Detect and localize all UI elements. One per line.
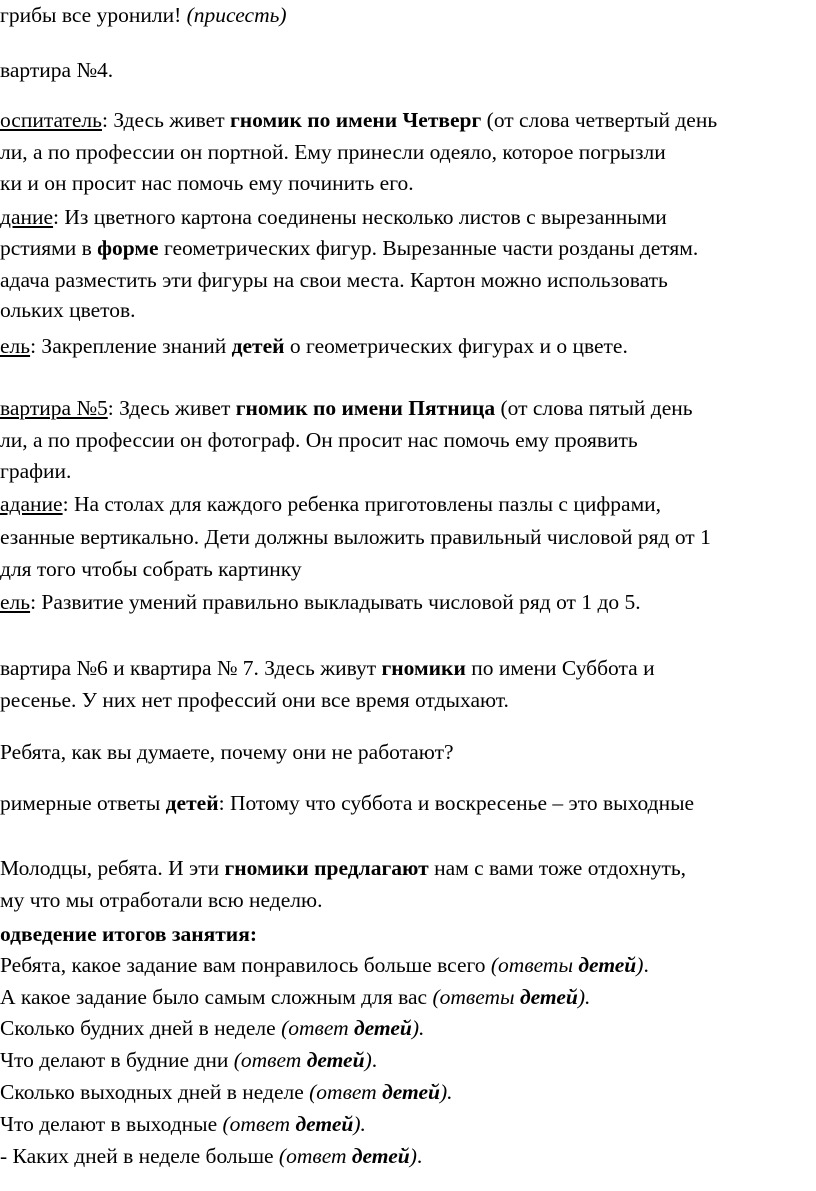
text-run: адание bbox=[0, 492, 63, 516]
text-line bbox=[0, 1082, 453, 1104]
text-run: (присесть) bbox=[186, 3, 287, 27]
text-run: ). bbox=[577, 985, 591, 1009]
text-run: гномики предлагают bbox=[224, 856, 429, 880]
text-run: адача разместить эти фигуры на свои места. Картон можно использовать bbox=[0, 268, 668, 292]
text-run: ли, а по профессии он портной. Ему принесли одеяло, которое погрызли bbox=[0, 140, 666, 164]
text-run: вартира №6 и квартира № 7. Здесь живут bbox=[0, 656, 382, 680]
text-run: : Здесь живет bbox=[101, 108, 230, 132]
text-run: : На столах для каждого ребенка приготовлены пазлы с цифрами, bbox=[62, 492, 662, 516]
text-line bbox=[0, 987, 590, 1009]
text-run: ). bbox=[411, 1016, 425, 1040]
text-run: детей bbox=[306, 1048, 365, 1072]
text-line bbox=[0, 300, 136, 322]
text-run: ресенье. У них нет профессий они все время отдыхают. bbox=[0, 688, 509, 712]
text-run: Молодцы, ребята. И эти bbox=[0, 856, 225, 880]
text-run: ) bbox=[636, 953, 644, 977]
text-run: : Закрепление знаний bbox=[30, 334, 232, 358]
text-line bbox=[0, 142, 666, 164]
text-line bbox=[0, 173, 414, 195]
text-line bbox=[0, 793, 694, 815]
text-run: А какое задание было самым сложным для вас bbox=[0, 985, 433, 1009]
text-run: гномики bbox=[381, 656, 466, 680]
text-run: ). bbox=[439, 1080, 453, 1104]
text-run: (от слова четвертый день bbox=[481, 108, 718, 132]
text-line bbox=[0, 5, 287, 27]
text-line bbox=[0, 494, 661, 516]
text-run: детей bbox=[519, 985, 578, 1009]
text-run: дание bbox=[0, 205, 54, 229]
text-run: ) bbox=[364, 1048, 372, 1072]
text-line bbox=[0, 1050, 377, 1072]
text-run: одведение итогов занятия: bbox=[0, 922, 257, 946]
text-run: геометрических фигур. Вырезанные части розданы детям. bbox=[158, 236, 699, 260]
text-run: (ответ bbox=[309, 1080, 383, 1104]
text-run: Что делают в будние дни bbox=[0, 1048, 234, 1072]
text-line bbox=[0, 430, 638, 452]
text-run: гномик по имени Пятница bbox=[235, 396, 496, 420]
text-run: ель bbox=[0, 334, 31, 358]
text-run: му что мы отработали всю неделю. bbox=[0, 888, 323, 912]
text-line bbox=[0, 890, 322, 912]
text-run: для того чтобы собрать картинку bbox=[0, 557, 302, 581]
text-run: вартира №4. bbox=[0, 58, 114, 82]
text-line bbox=[0, 207, 667, 229]
text-run: о геометрических фигурах и о цвете. bbox=[284, 334, 628, 358]
text-run: (ответ bbox=[233, 1048, 307, 1072]
text-run: Что делают в выходные bbox=[0, 1112, 223, 1136]
text-run: детей bbox=[578, 953, 637, 977]
text-run: (ответ bbox=[281, 1016, 354, 1040]
text-line bbox=[0, 527, 711, 549]
text-run: оспитатель bbox=[0, 108, 102, 132]
text-run: ). bbox=[353, 1112, 366, 1136]
text-run: римерные ответы bbox=[0, 791, 166, 815]
text-run: : Здесь живет bbox=[107, 396, 236, 420]
text-line bbox=[0, 955, 649, 977]
text-run: Ребята, как вы думаете, почему они не работают? bbox=[0, 740, 454, 764]
text-line bbox=[0, 461, 71, 483]
text-run: . bbox=[416, 1144, 423, 1168]
text-line bbox=[0, 60, 113, 82]
text-run: . bbox=[643, 953, 649, 977]
text-line bbox=[0, 1146, 422, 1168]
text-line bbox=[0, 924, 257, 946]
text-run: вартира №5 bbox=[0, 396, 108, 420]
text-line bbox=[0, 690, 509, 712]
text-run: : Из цветного картона соединены несколько листов с вырезанными bbox=[53, 205, 667, 229]
text-line bbox=[0, 336, 628, 358]
text-run: (от слова пятый день bbox=[495, 396, 693, 420]
text-line bbox=[0, 1018, 424, 1040]
text-run: (ответы bbox=[490, 953, 579, 977]
text-run: ель bbox=[0, 590, 31, 614]
text-run: грибы все уронили! bbox=[0, 3, 187, 27]
text-run: графии. bbox=[0, 459, 72, 483]
text-run: детей bbox=[354, 1016, 412, 1040]
text-run: ) bbox=[409, 1144, 417, 1168]
text-run: ольких цветов. bbox=[0, 298, 136, 322]
text-run: детей bbox=[231, 334, 285, 358]
text-run: детей bbox=[351, 1144, 410, 1168]
text-run: ки и он просит нас помочь ему починить его. bbox=[0, 171, 414, 195]
text-run: детей bbox=[165, 791, 219, 815]
text-run: детей bbox=[295, 1112, 354, 1136]
text-run: нам с вами тоже отдохнуть, bbox=[428, 856, 687, 880]
text-line bbox=[0, 398, 693, 420]
text-run: рстиями в bbox=[0, 236, 98, 260]
text-line bbox=[0, 110, 717, 132]
text-run: . bbox=[371, 1048, 378, 1072]
text-run: (ответы bbox=[432, 985, 520, 1009]
text-run: ли, а по профессии он фотограф. Он просит нас помочь ему проявить bbox=[0, 428, 638, 452]
text-run: гномик по имени Четверг bbox=[230, 108, 482, 132]
text-run: детей bbox=[382, 1080, 440, 1104]
text-line bbox=[0, 1114, 366, 1136]
text-run: Ребята, какое задание вам понравилось больше всего bbox=[0, 953, 491, 977]
text-line bbox=[0, 658, 655, 680]
text-line bbox=[0, 858, 686, 880]
text-run: Сколько выходных дней в неделе bbox=[0, 1080, 310, 1104]
text-run: : Потому что суббота и воскресенье – это выходные bbox=[218, 791, 695, 815]
text-run: езанные вертикально. Дети должны выложить правильный числовой ряд от 1 bbox=[0, 525, 711, 549]
text-run: по имени Суббота и bbox=[465, 656, 655, 680]
text-run: (ответ bbox=[222, 1112, 296, 1136]
text-line bbox=[0, 238, 698, 260]
text-line bbox=[0, 742, 454, 764]
text-run: (ответ bbox=[278, 1144, 352, 1168]
text-run: Сколько будних дней в неделе bbox=[0, 1016, 282, 1040]
text-run: : Развитие умений правильно выкладывать числовой ряд от 1 до 5. bbox=[30, 590, 641, 614]
text-line bbox=[0, 270, 668, 292]
text-line bbox=[0, 559, 302, 581]
text-run: форме bbox=[97, 236, 159, 260]
text-line bbox=[0, 592, 641, 614]
text-run: - Каких дней в неделе больше bbox=[0, 1144, 279, 1168]
